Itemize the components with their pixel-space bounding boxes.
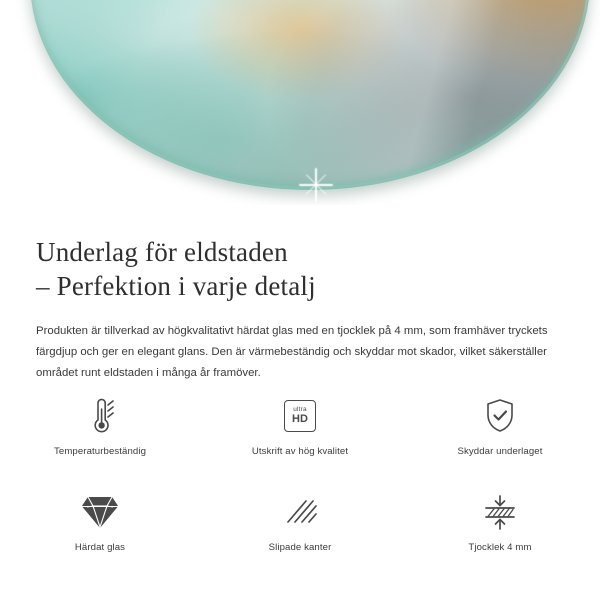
feature-label: Tjocklek 4 mm (468, 542, 532, 553)
feature-item-print-quality (200, 392, 400, 482)
feature-item-temperature (0, 392, 200, 482)
feature-label: Härdat glas (74, 542, 126, 553)
page-title (0, 205, 600, 303)
feature-item-thickness (400, 488, 600, 578)
feature-label: Utskrift av hög kvalitet (251, 446, 349, 457)
feature-label: Temperaturbeständig (53, 446, 147, 457)
ultra-hd-icon (284, 392, 316, 440)
diamond-icon (81, 488, 119, 536)
shield-check-icon (484, 392, 516, 440)
text-content (0, 205, 600, 384)
feature-item-surface-protection (400, 392, 600, 482)
round-glass-plate-image (30, 0, 590, 190)
ultra-hd-badge-bottom: HD (292, 413, 308, 426)
feature-label: Slipade kanter (268, 542, 332, 553)
headline-line-2: – Perfektion i varje detalj (36, 271, 316, 301)
feature-grid (0, 392, 600, 578)
headline-line-1: Underlag för eldstaden (36, 237, 288, 267)
feature-item-polished-edges (200, 488, 400, 578)
thermometer-icon (83, 392, 117, 440)
polished-edges-icon (283, 488, 317, 536)
feature-item-tempered-glass (0, 488, 200, 578)
thickness-icon (482, 488, 518, 536)
ultra-hd-badge-top: ultra (293, 405, 307, 413)
feature-label: Skyddar underlaget (457, 446, 543, 457)
product-description: Produkten är tillverkad av högkvalitativt härdat glas med en tjocklek på 4 mm, som framhäver tryckets färgdjup och ger en elegant glans. Den är värmebeständig och skyddar mot skador, vilket säkerställer området runt eldstaden i många år framöver. (36, 325, 548, 379)
hero-image (0, 0, 600, 205)
